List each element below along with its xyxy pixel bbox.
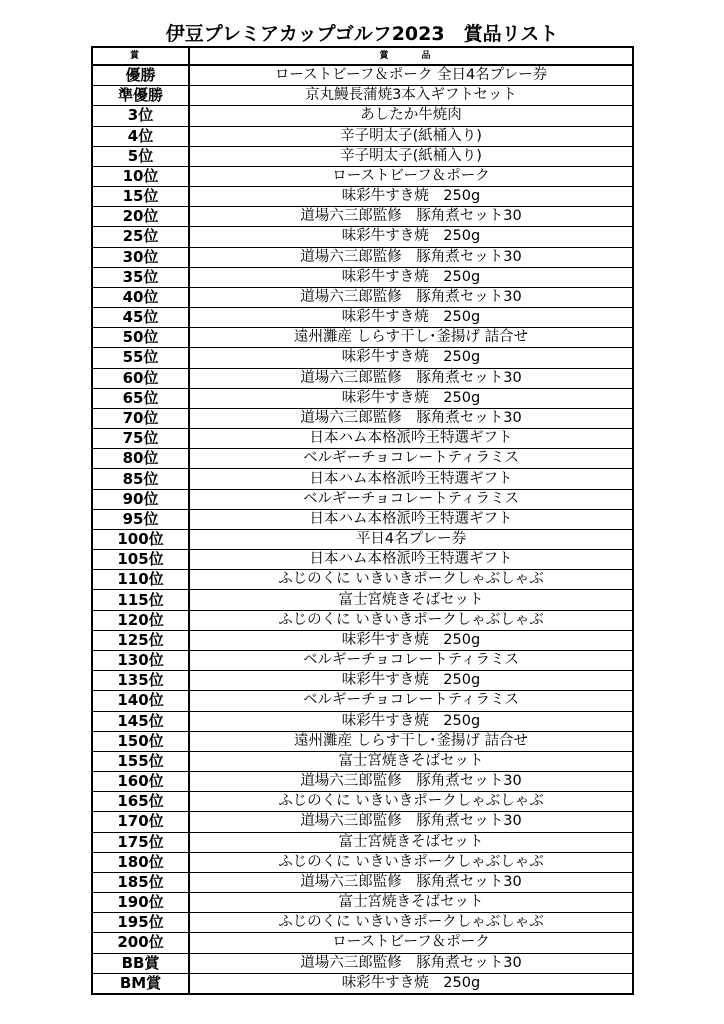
rank-cell: 35位 bbox=[92, 267, 189, 287]
prize-cell: ローストビーフ＆ポーク bbox=[189, 933, 633, 953]
table-row bbox=[92, 893, 633, 913]
prize-cell: ふじのくに いきいきポークしゃぶしゃぶ bbox=[189, 610, 633, 630]
rank-cell: 185位 bbox=[92, 872, 189, 892]
table-row bbox=[92, 630, 633, 650]
rank-cell: 190位 bbox=[92, 893, 189, 913]
rank-cell: 55位 bbox=[92, 348, 189, 368]
prize-cell: 平日4名プレー券 bbox=[189, 529, 633, 549]
table-row bbox=[92, 953, 633, 973]
table-row bbox=[92, 711, 633, 731]
rank-cell: 145位 bbox=[92, 711, 189, 731]
prize-cell: ベルギーチョコレートティラミス bbox=[189, 691, 633, 711]
rank-cell: 95位 bbox=[92, 509, 189, 529]
prize-cell: ベルギーチョコレートティラミス bbox=[189, 449, 633, 469]
prize-cell: 道場六三郎監修 豚角煮セット30 bbox=[189, 772, 633, 792]
rank-cell: 4位 bbox=[92, 126, 189, 146]
rank-cell: 135位 bbox=[92, 671, 189, 691]
table-row bbox=[92, 348, 633, 368]
prize-cell: 味彩牛すき焼 250g bbox=[189, 267, 633, 287]
table-row bbox=[92, 166, 633, 186]
prize-cell: 辛子明太子(紙桶入り) bbox=[189, 146, 633, 166]
prize-cell: 日本ハム本格派吟王特選ギフト bbox=[189, 429, 633, 449]
prize-cell: 富士宮焼きそばセット bbox=[189, 751, 633, 771]
rank-column-header: 賞 bbox=[92, 47, 189, 65]
prize-cell: 富士宮焼きそばセット bbox=[189, 590, 633, 610]
prize-cell: 道場六三郎監修 豚角煮セット30 bbox=[189, 207, 633, 227]
rank-cell: 10位 bbox=[92, 166, 189, 186]
table-row bbox=[92, 65, 633, 86]
prize-cell: 遠州灘産 しらす干し･釜揚げ 詰合せ bbox=[189, 328, 633, 348]
rank-cell: 180位 bbox=[92, 852, 189, 872]
prize-cell: 味彩牛すき焼 250g bbox=[189, 308, 633, 328]
table-row bbox=[92, 429, 633, 449]
prize-cell: ベルギーチョコレートティラミス bbox=[189, 650, 633, 670]
rank-cell: 195位 bbox=[92, 913, 189, 933]
prize-cell: 日本ハム本格派吟王特選ギフト bbox=[189, 469, 633, 489]
table-row bbox=[92, 731, 633, 751]
table-row bbox=[92, 933, 633, 953]
table-row bbox=[92, 913, 633, 933]
rank-cell: 70位 bbox=[92, 408, 189, 428]
table-row bbox=[92, 489, 633, 509]
table-row bbox=[92, 227, 633, 247]
rank-cell: 85位 bbox=[92, 469, 189, 489]
table-row bbox=[92, 287, 633, 307]
prize-cell: ベルギーチョコレートティラミス bbox=[189, 489, 633, 509]
table-row bbox=[92, 267, 633, 287]
rank-cell: 60位 bbox=[92, 368, 189, 388]
prize-cell: ふじのくに いきいきポークしゃぶしゃぶ bbox=[189, 792, 633, 812]
rank-cell: 40位 bbox=[92, 287, 189, 307]
table-row bbox=[92, 187, 633, 207]
rank-cell: 30位 bbox=[92, 247, 189, 267]
prize-cell: 道場六三郎監修 豚角煮セット30 bbox=[189, 368, 633, 388]
table-row bbox=[92, 207, 633, 227]
prize-cell: 味彩牛すき焼 250g bbox=[189, 187, 633, 207]
prize-cell: 道場六三郎監修 豚角煮セット30 bbox=[189, 408, 633, 428]
prize-cell: 道場六三郎監修 豚角煮セット30 bbox=[189, 247, 633, 267]
table-row bbox=[92, 570, 633, 590]
prize-cell: 味彩牛すき焼 250g bbox=[189, 973, 633, 994]
table-row bbox=[92, 106, 633, 126]
table-row bbox=[92, 368, 633, 388]
rank-cell: 150位 bbox=[92, 731, 189, 751]
rank-cell: 105位 bbox=[92, 550, 189, 570]
rank-cell: 120位 bbox=[92, 610, 189, 630]
prize-cell: 道場六三郎監修 豚角煮セット30 bbox=[189, 953, 633, 973]
rank-cell: BB賞 bbox=[92, 953, 189, 973]
table-row bbox=[92, 610, 633, 630]
prize-cell: 富士宮焼きそばセット bbox=[189, 832, 633, 852]
prize-cell: 味彩牛すき焼 250g bbox=[189, 388, 633, 408]
table-row bbox=[92, 529, 633, 549]
table-row bbox=[92, 247, 633, 267]
rank-cell: 25位 bbox=[92, 227, 189, 247]
prize-table bbox=[91, 46, 634, 995]
rank-cell: BM賞 bbox=[92, 973, 189, 994]
prize-cell: 道場六三郎監修 豚角煮セット30 bbox=[189, 812, 633, 832]
table-row bbox=[92, 792, 633, 812]
table-row bbox=[92, 408, 633, 428]
prize-cell: 辛子明太子(紙桶入り) bbox=[189, 126, 633, 146]
table-row bbox=[92, 590, 633, 610]
prize-cell: ローストビーフ＆ポーク bbox=[189, 166, 633, 186]
table-row bbox=[92, 671, 633, 691]
prize-rows bbox=[92, 65, 633, 994]
table-row bbox=[92, 550, 633, 570]
rank-cell: 45位 bbox=[92, 308, 189, 328]
rank-cell: 15位 bbox=[92, 187, 189, 207]
prize-cell: 道場六三郎監修 豚角煮セット30 bbox=[189, 872, 633, 892]
table-row bbox=[92, 308, 633, 328]
rank-cell: 20位 bbox=[92, 207, 189, 227]
rank-cell: 155位 bbox=[92, 751, 189, 771]
table-row bbox=[92, 772, 633, 792]
prize-cell: 道場六三郎監修 豚角煮セット30 bbox=[189, 287, 633, 307]
rank-cell: 115位 bbox=[92, 590, 189, 610]
rank-cell: 5位 bbox=[92, 146, 189, 166]
rank-cell: 90位 bbox=[92, 489, 189, 509]
prize-cell: 遠州灘産 しらす干し･釜揚げ 詰合せ bbox=[189, 731, 633, 751]
prize-cell: 味彩牛すき焼 250g bbox=[189, 711, 633, 731]
rank-cell: 110位 bbox=[92, 570, 189, 590]
rank-cell: 165位 bbox=[92, 792, 189, 812]
table-row bbox=[92, 388, 633, 408]
rank-cell: 170位 bbox=[92, 812, 189, 832]
rank-cell: 80位 bbox=[92, 449, 189, 469]
prize-cell: 味彩牛すき焼 250g bbox=[189, 227, 633, 247]
table-header-row bbox=[92, 47, 633, 65]
table-row bbox=[92, 852, 633, 872]
rank-cell: 3位 bbox=[92, 106, 189, 126]
prize-cell: ふじのくに いきいきポークしゃぶしゃぶ bbox=[189, 913, 633, 933]
table-row bbox=[92, 126, 633, 146]
prize-column-header: 賞 品 bbox=[189, 47, 633, 65]
table-row bbox=[92, 691, 633, 711]
rank-cell: 65位 bbox=[92, 388, 189, 408]
rank-cell: 100位 bbox=[92, 529, 189, 549]
rank-cell: 優勝 bbox=[92, 65, 189, 86]
prize-cell: ローストビーフ＆ポーク 全日4名プレー券 bbox=[189, 65, 633, 86]
prize-cell: 味彩牛すき焼 250g bbox=[189, 348, 633, 368]
prize-cell: あしたか牛焼肉 bbox=[189, 106, 633, 126]
rank-cell: 準優勝 bbox=[92, 86, 189, 106]
rank-cell: 175位 bbox=[92, 832, 189, 852]
prize-cell: 味彩牛すき焼 250g bbox=[189, 671, 633, 691]
page-title: 伊豆プレミアカップゴルフ2023 賞品リスト bbox=[165, 23, 559, 45]
rank-cell: 140位 bbox=[92, 691, 189, 711]
rank-cell: 160位 bbox=[92, 772, 189, 792]
prize-cell: ふじのくに いきいきポークしゃぶしゃぶ bbox=[189, 570, 633, 590]
rank-cell: 75位 bbox=[92, 429, 189, 449]
rank-cell: 125位 bbox=[92, 630, 189, 650]
rank-cell: 130位 bbox=[92, 650, 189, 670]
table-row bbox=[92, 86, 633, 106]
table-row bbox=[92, 872, 633, 892]
table-row bbox=[92, 973, 633, 994]
table-row bbox=[92, 832, 633, 852]
table-row bbox=[92, 751, 633, 771]
table-row bbox=[92, 469, 633, 489]
table-row bbox=[92, 650, 633, 670]
rank-cell: 200位 bbox=[92, 933, 189, 953]
table-row bbox=[92, 812, 633, 832]
table-row bbox=[92, 509, 633, 529]
table-row bbox=[92, 328, 633, 348]
prize-cell: 京丸鰻長蒲焼3本入ギフトセット bbox=[189, 86, 633, 106]
prize-cell: 日本ハム本格派吟王特選ギフト bbox=[189, 509, 633, 529]
prize-cell: ふじのくに いきいきポークしゃぶしゃぶ bbox=[189, 852, 633, 872]
prize-cell: 味彩牛すき焼 250g bbox=[189, 630, 633, 650]
rank-cell: 50位 bbox=[92, 328, 189, 348]
prize-cell: 日本ハム本格派吟王特選ギフト bbox=[189, 550, 633, 570]
prize-cell: 富士宮焼きそばセット bbox=[189, 893, 633, 913]
table-row bbox=[92, 449, 633, 469]
table-row bbox=[92, 146, 633, 166]
